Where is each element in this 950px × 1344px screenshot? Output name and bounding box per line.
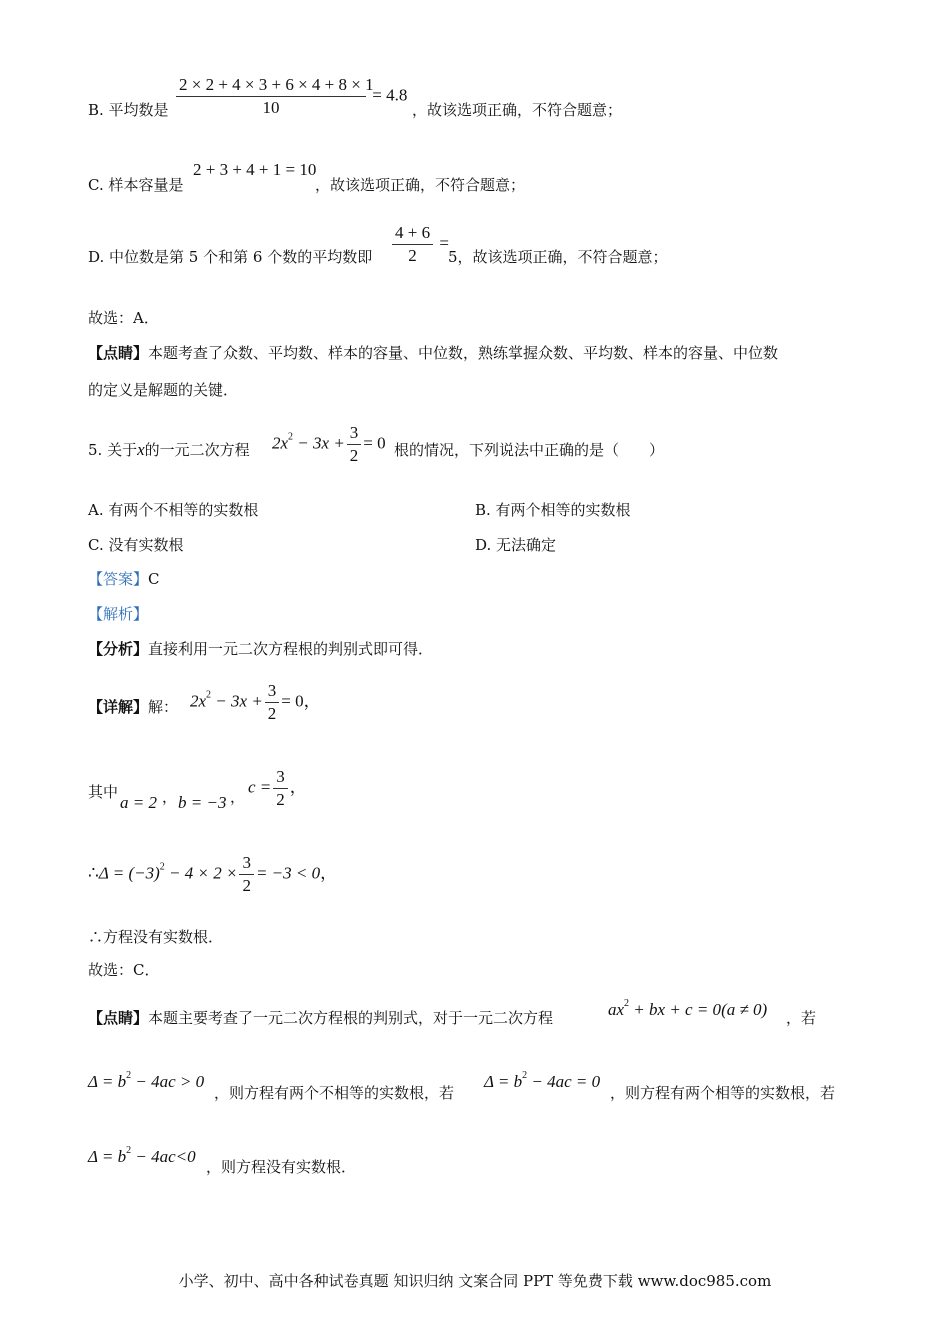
coefficient-a: a = 2 xyxy=(120,793,157,812)
answer-value: C xyxy=(148,570,160,588)
option-b-explanation: B. 平均数是 xyxy=(88,101,169,119)
fenxi-line: 【分析】直接利用一元二次方程根的判别式即可得． xyxy=(88,640,434,658)
discriminant-positive: $\Delta = b^2 - 4ac > 0$ xyxy=(88,1070,205,1091)
xiangjie-equation: $2x^2 - 3x$ + $\frac{3}{2}$ = 0， xyxy=(190,681,321,723)
mean-result: = 4.8 xyxy=(372,85,408,105)
median-fraction: $\frac{4 + 6}{2}$ = xyxy=(390,222,449,267)
coefficient-b: b = −3 xyxy=(178,793,227,812)
option-a: A. 有两个不相等的实数根 xyxy=(88,501,259,519)
dianjing-1-line1: 【点睛】本题考查了众数、平均数、样本的容量、中位数，熟练掌握众数、平均数、样本的容量、中位数 xyxy=(88,344,779,362)
qizhong-label: 其中 xyxy=(88,783,119,801)
answer-select-a: 故选：A． xyxy=(88,309,159,327)
option-c: C. 没有实数根 xyxy=(88,536,184,554)
discriminant-equation: ∴Δ = $(-3)^2 - 4 \times 2$ × $\frac{3}{2}$ = −3 < 0， xyxy=(88,853,338,895)
dianjing-1-line2: 的定义是解题的关键． xyxy=(88,381,239,399)
conclusion: ∴方程没有实数根． xyxy=(88,928,224,946)
footer: 小学、初中、高中各种试卷真题 知识归纳 文案合同 PPT 等免费下载 www.doc985.com xyxy=(178,1272,772,1290)
general-quadratic: $ax^2$ + bx + c = 0(a ≠ 0) xyxy=(608,998,768,1019)
question-5: 5. 关于x的一元二次方程 xyxy=(88,440,250,459)
question-5-suffix: 根的情况，下列说法中正确的是（ ） xyxy=(394,441,665,459)
mean-numerator: 2 × 2 + 4 × 3 + 6 × 4 + 8 × 1 xyxy=(176,74,366,97)
option-b: B. 有两个相等的实数根 xyxy=(475,501,631,519)
option-d: D. 无法确定 xyxy=(475,536,557,554)
discriminant-zero: $\Delta = b^2 - 4ac = 0$ xyxy=(484,1070,601,1091)
median-value: 5 xyxy=(448,248,458,266)
mean-fraction xyxy=(174,74,407,119)
xiangjie-line: 【详解】解： xyxy=(88,698,179,716)
option-c-explanation: C. 样本容量是 xyxy=(88,176,184,194)
analysis-tag: 【解析】 xyxy=(88,605,149,623)
question-5-equation: $2x^2 - 3x$ + $\frac{3}{2}$ = 0 xyxy=(272,423,386,465)
discriminant-negative: $\Delta = b^2 - 4ac<0$ xyxy=(88,1145,196,1166)
option-c-suffix: ，故该选项正确，不符合题意； xyxy=(315,176,526,194)
answer-select-c: 故选：C． xyxy=(88,961,160,979)
sample-size-equation: 2 + 3 + 4 + 1 = 10 xyxy=(193,160,317,179)
option-b-suffix: ，故该选项正确，不符合题意； xyxy=(412,101,623,119)
option-d-explanation: D. 中位数是第 5 个和第 6 个数的平均数即 xyxy=(88,248,373,266)
dianjing-2-line1: 【点睛】本题主要考查了一元二次方程根的判别式，对于一元二次方程 xyxy=(88,1009,554,1027)
answer-line: 【答案】C xyxy=(88,570,160,588)
mean-denominator: 10 xyxy=(262,98,280,117)
coefficient-c: c = $\frac{3}{2}$ ， xyxy=(248,767,307,809)
